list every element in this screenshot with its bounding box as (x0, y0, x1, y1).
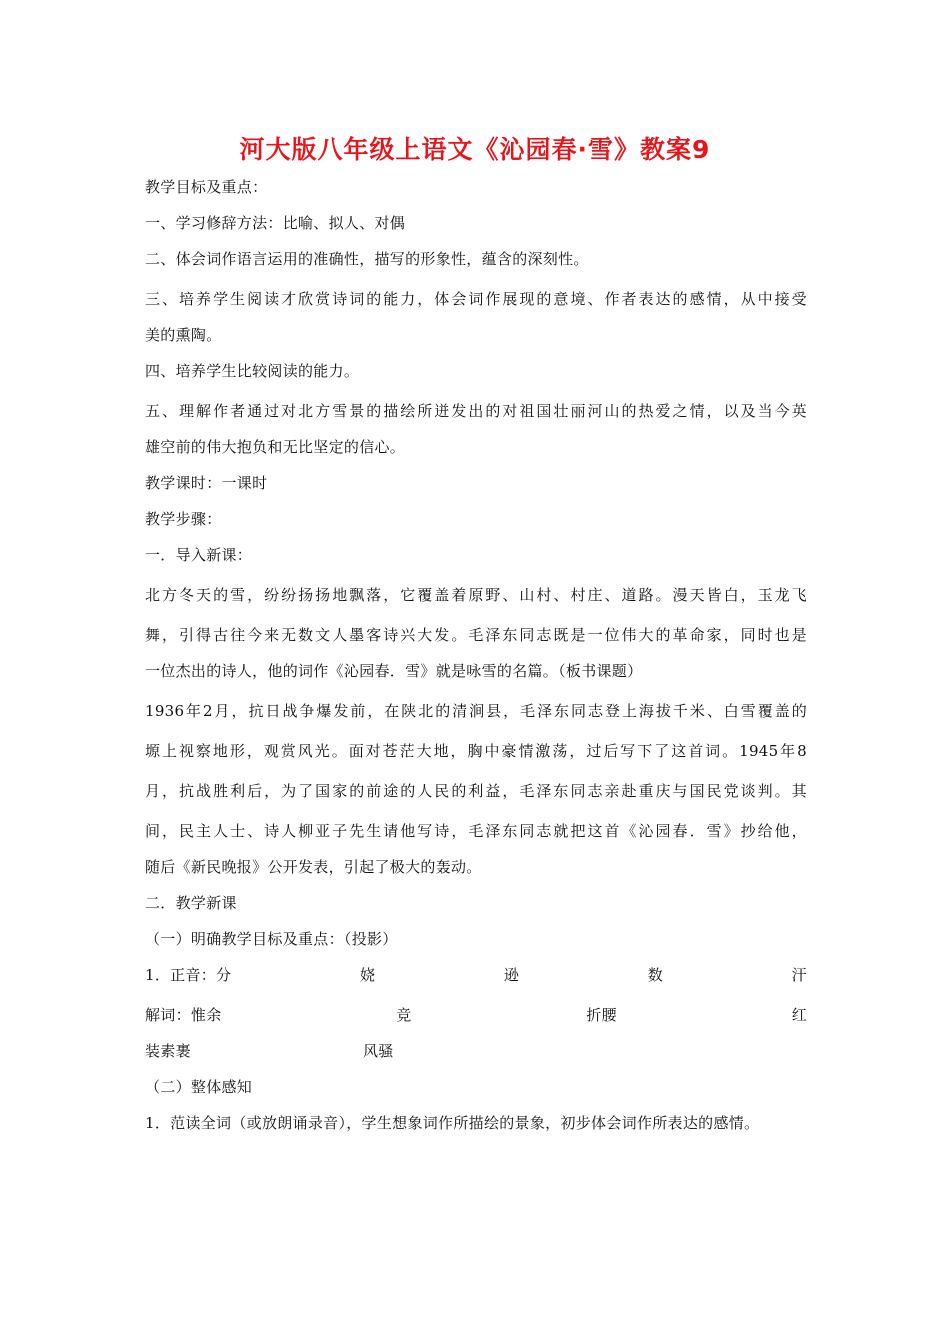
vocabulary-item: 装素裹 (145, 1042, 191, 1060)
background-paragraph-line-1: 1936年2月，抗日战争爆发前，在陕北的清涧县，毛泽东同志登上海拔千米、白雪覆盖的 (145, 702, 807, 720)
pronunciation-item: 逊 (503, 966, 520, 984)
pronunciation-item: 1．正音：分 (145, 966, 232, 984)
sub-step-2-heading: （二）整体感知 (145, 1078, 253, 1096)
background-paragraph-line-3: 月，抗战胜利后，为了国家的前途的人民的利益，毛泽东同志亲赴重庆与国民党谈判。其 (145, 782, 807, 800)
vocabulary-item: 折腰 (586, 1006, 617, 1024)
objective-5-line-2: 雄空前的伟大抱负和无比坚定的信心。 (145, 438, 406, 456)
background-paragraph-line-2: 塬上视察地形，观赏风光。面对苍茫大地，胸中豪情激荡，过后写下了这首词。1945年8 (145, 742, 807, 760)
step-2-heading: 二．教学新课 (145, 894, 237, 912)
document-body (145, 174, 807, 1146)
pronunciation-item: 数 (647, 966, 664, 984)
pronunciation-row (145, 962, 807, 998)
section-heading-objectives: 教学目标及重点： (145, 178, 268, 196)
objective-5-line-1: 五、理解作者通过对北方雪景的描绘所迸发出的对祖国壮丽河山的热爱之情，以及当今英 (145, 402, 807, 420)
document-title: 河大版八年级上语文《沁园春·雪》教案9 (239, 135, 711, 164)
lesson-hours: 教学课时：一课时 (145, 474, 268, 492)
vocabulary-item: 解词：惟余 (145, 1006, 222, 1024)
vocabulary-item: 竞 (396, 1006, 412, 1024)
objective-2: 二、体会词作语言运用的准确性，描写的形象性，蕴含的深刻性。 (145, 250, 589, 268)
background-paragraph-line-4: 间，民主人士、诗人柳亚子先生请他写诗，毛泽东同志就把这首《沁园春．雪》抄给他， (145, 822, 807, 840)
step-1-heading: 一．导入新课： (145, 546, 253, 564)
vocabulary-item: 红 (791, 1006, 807, 1024)
vocabulary-row (145, 998, 807, 1038)
vocabulary-row-2 (145, 1038, 807, 1074)
sub-step-1-heading: （一）明确教学目标及重点：（投影） (145, 930, 398, 948)
intro-paragraph-line-1: 北方冬天的雪，纷纷扬扬地飘落，它覆盖着原野、山村、村庄、道路。漫天皆白，玉龙飞 (145, 586, 807, 604)
reading-instruction: 1．范读全词（或放朗诵录音），学生想象词作所描绘的景象，初步体会词作所表达的感情。 (145, 1114, 760, 1132)
intro-paragraph-line-3: 一位杰出的诗人，他的词作《沁园春．雪》就是咏雪的名篇。（板书课题） (145, 662, 643, 680)
teaching-steps-heading: 教学步骤： (145, 510, 222, 528)
objective-3-line-2: 美的熏陶。 (145, 326, 222, 344)
pronunciation-item: 汗 (791, 966, 807, 984)
pronunciation-item: 娆 (359, 966, 376, 984)
objective-1: 一、学习修辞方法：比喻、拟人、对偶 (145, 214, 406, 232)
vocabulary-item: 风骚 (363, 1042, 394, 1060)
objective-4: 四、培养学生比较阅读的能力。 (145, 362, 360, 380)
background-paragraph-line-5: 随后《新民晚报》公开发表，引起了极大的轰动。 (145, 858, 482, 876)
intro-paragraph-line-2: 舞，引得古往今来无数文人墨客诗兴大发。毛泽东同志既是一位伟大的革命家，同时也是 (145, 626, 807, 644)
objective-3-line-1: 三、培养学生阅读才欣赏诗词的能力，体会词作展现的意境、作者表达的感情，从中接受 (145, 290, 807, 308)
